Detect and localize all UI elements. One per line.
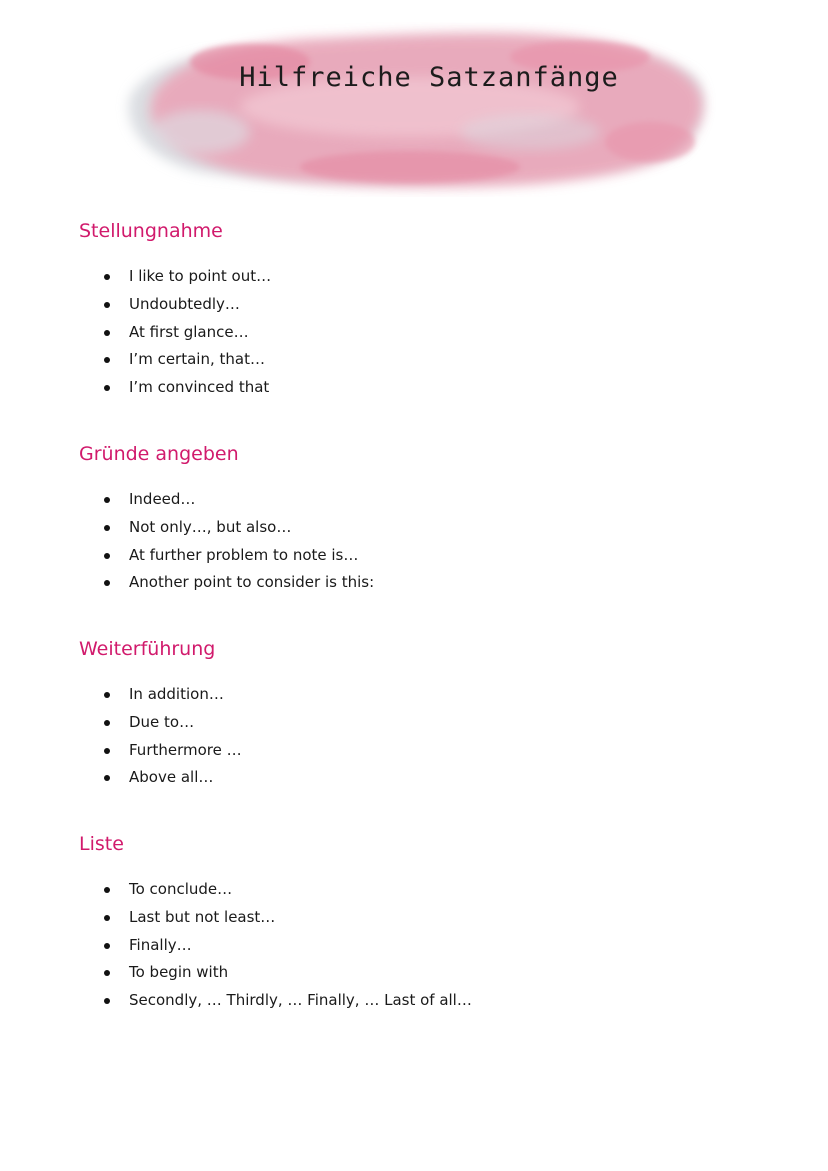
bullet-icon xyxy=(104,330,110,336)
list-item xyxy=(79,737,242,765)
phrase-list xyxy=(79,263,271,402)
bullet-icon xyxy=(104,385,110,391)
list-item xyxy=(79,569,374,597)
list-item-text: Secondly, … Thirdly, … Finally, … Last of all… xyxy=(129,991,472,1010)
list-item xyxy=(79,987,472,1015)
bullet-icon xyxy=(104,887,110,893)
list-item-text: At further problem to note is… xyxy=(129,545,359,564)
bullet-icon xyxy=(104,943,110,949)
list-item xyxy=(79,876,472,904)
list-item xyxy=(79,959,472,987)
list-item-text: Undoubtedly… xyxy=(129,294,240,313)
list-item xyxy=(79,319,271,347)
bullet-icon xyxy=(104,525,110,531)
section-heading: Liste xyxy=(79,833,124,855)
page-title: Hilfreiche Satzanfänge xyxy=(239,62,619,93)
list-item xyxy=(79,346,271,374)
bullet-icon xyxy=(104,970,110,976)
list-item-text: At first glance… xyxy=(129,322,249,341)
section-stellungnahme xyxy=(79,218,271,402)
list-item-text: Not only…, but also… xyxy=(129,517,292,536)
list-item-text: In addition… xyxy=(129,685,224,703)
bullet-icon xyxy=(104,748,110,754)
list-item xyxy=(79,904,472,932)
list-item xyxy=(79,709,242,737)
list-item-text: Last but not least… xyxy=(129,907,276,926)
section-weiterfuehrung xyxy=(79,636,242,792)
phrase-list xyxy=(79,486,374,597)
bullet-icon xyxy=(104,720,110,726)
watercolor-banner xyxy=(110,22,720,197)
list-item xyxy=(79,263,271,291)
section-gruende-angeben xyxy=(79,441,374,597)
list-item-text: I like to point out… xyxy=(129,267,272,285)
list-item-text: I’m convinced that xyxy=(129,378,270,397)
list-item xyxy=(79,514,374,542)
bullet-icon xyxy=(104,497,110,503)
list-item-text: Another point to consider is this: xyxy=(129,573,375,592)
bullet-icon xyxy=(104,302,110,308)
list-item-text: Above all… xyxy=(129,768,214,787)
list-item-text: Finally… xyxy=(129,935,192,954)
bullet-icon xyxy=(104,775,110,781)
section-liste xyxy=(79,831,472,1015)
list-item xyxy=(79,486,374,514)
bullet-icon xyxy=(104,998,110,1004)
list-item xyxy=(79,932,472,960)
list-item-text: Due to… xyxy=(129,712,195,731)
phrase-list xyxy=(79,876,472,1015)
section-heading: Stellungnahme xyxy=(79,220,223,242)
list-item xyxy=(79,764,242,792)
list-item-text: I’m certain, that… xyxy=(129,350,265,369)
bullet-icon xyxy=(104,915,110,921)
bullet-icon xyxy=(104,357,110,363)
list-item xyxy=(79,374,271,402)
list-item xyxy=(79,291,271,319)
bullet-icon xyxy=(104,274,110,280)
section-heading: Gründe angeben xyxy=(79,443,239,465)
list-item-text: Indeed… xyxy=(129,490,196,508)
bullet-icon xyxy=(104,580,110,586)
list-item-text: To conclude… xyxy=(129,880,233,898)
list-item xyxy=(79,681,242,709)
watercolor-brush-stroke xyxy=(110,22,720,197)
list-item xyxy=(79,542,374,570)
list-item-text: To begin with xyxy=(129,963,229,982)
phrase-list xyxy=(79,681,242,792)
list-item-text: Furthermore … xyxy=(129,740,242,759)
bullet-icon xyxy=(104,692,110,698)
bullet-icon xyxy=(104,553,110,559)
section-heading: Weiterführung xyxy=(79,638,216,660)
